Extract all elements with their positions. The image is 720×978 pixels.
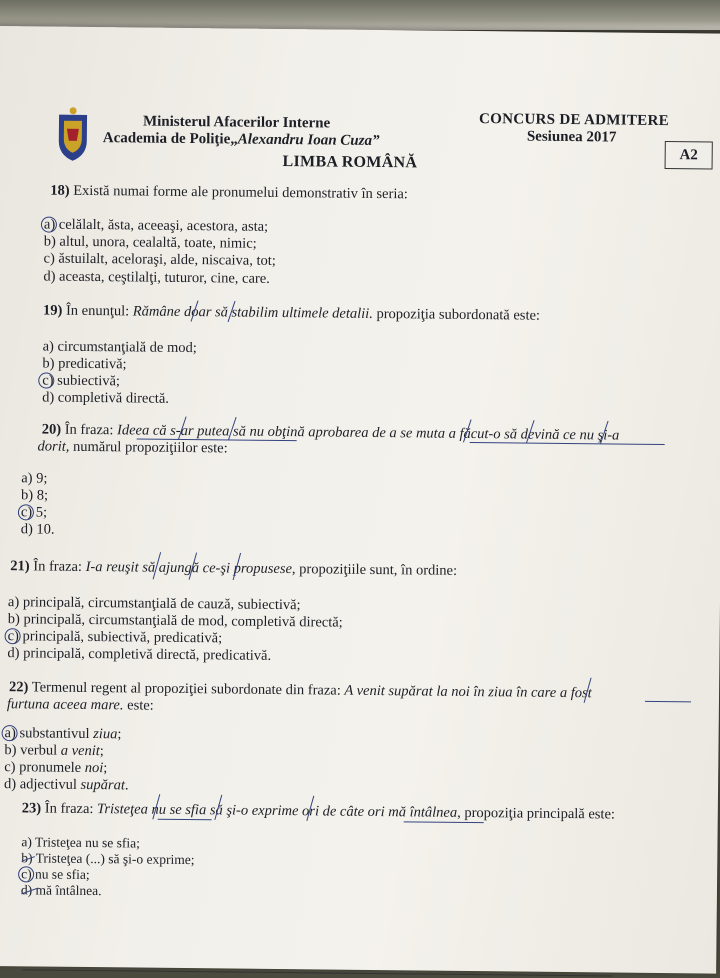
- question-text: În enunţul:: [65, 302, 133, 320]
- question-20-cont: [38, 438, 228, 457]
- option-22-a[interactable]: [5, 725, 122, 743]
- session-label: Sesiunea 2017: [526, 128, 617, 146]
- variant-box: A2: [665, 141, 713, 170]
- option-21-c[interactable]: c) principală, subiectivă, predicativă;: [7, 628, 223, 647]
- option-punct: .: [124, 777, 129, 794]
- background-edge: [0, 0, 720, 30]
- question-quote-end: furtuna aceea mare.: [6, 696, 124, 714]
- answer-circle-mark: [41, 216, 57, 232]
- option-text: c) pronumele: [4, 759, 85, 776]
- option-23-b[interactable]: b) Tristeţea (...) să şi-o exprime;: [21, 850, 195, 868]
- option-text: a) substantivul: [4, 725, 94, 743]
- question-text-end: , propoziţia principală este:: [457, 804, 616, 823]
- answer-circle-mark: [5, 628, 21, 644]
- option-18-d[interactable]: d) aceasta, ceştilalţi, tuturor, cine, care.: [43, 268, 270, 287]
- option-20-d[interactable]: d) 10.: [20, 521, 55, 538]
- question-quote: I-a reuşit să ajungă ce-şi propusese,: [85, 558, 296, 578]
- question-text: În fraza:: [33, 558, 86, 575]
- answer-circle-mark: [38, 372, 54, 388]
- question-number: 21): [10, 558, 30, 575]
- option-19-a[interactable]: a) circumstanţială de mod;: [42, 338, 197, 357]
- option-term: ziua: [93, 726, 118, 743]
- question-23: [22, 800, 615, 823]
- coat-of-arms-icon: [53, 107, 94, 163]
- question-19: [43, 303, 540, 325]
- question-quote: Tristeţea nu se sfia să şi-o exprime ori de câte ori: [97, 801, 389, 821]
- question-number: 19): [42, 302, 63, 319]
- option-term: noi: [84, 759, 104, 777]
- option-text: b) verbul: [4, 742, 61, 759]
- answer-circle-mark: [2, 725, 18, 741]
- footer-rule: [22, 969, 612, 976]
- option-21-a[interactable]: a) principală, circumstanţială de cauză, subiectivă;: [7, 594, 301, 614]
- option-23-a[interactable]: a) Tristeţea nu se sfia;: [21, 834, 141, 851]
- question-number: 23): [21, 800, 42, 817]
- option-18-a[interactable]: a) celălalt, ăsta, aceeaşi, acestora, asta;: [43, 216, 269, 235]
- question-text: În fraza:: [44, 800, 98, 818]
- academy-italic-name: Alexandru Ioan Cuza”: [237, 131, 380, 150]
- academy-name: [103, 130, 380, 150]
- option-23-c[interactable]: c) nu se sfia;: [21, 866, 90, 883]
- option-term: supărat: [80, 776, 125, 794]
- option-22-d[interactable]: [4, 776, 129, 794]
- question-text-end: propoziţia subordonată este:: [372, 305, 541, 324]
- option-21-b[interactable]: b) principală, circumstanţială de mod, completivă directă;: [7, 611, 343, 631]
- option-22-b[interactable]: [4, 742, 104, 760]
- question-number: 20): [41, 421, 62, 438]
- pen-underline-mark: [404, 821, 484, 823]
- answer-circle-mark: [18, 866, 34, 882]
- contest-title: CONCURS DE ADMITERE: [478, 111, 670, 130]
- option-20-c[interactable]: c) 5;: [20, 504, 48, 521]
- answer-circle-mark: [18, 504, 34, 520]
- option-21-d[interactable]: d) principală, completivă directă, predicativă.: [7, 645, 272, 664]
- question-number: 22): [8, 679, 29, 696]
- question-18: [50, 183, 408, 204]
- subject-title: LIMBA ROMÂNĂ: [282, 153, 418, 172]
- option-term: a venit: [60, 742, 100, 760]
- option-23-d[interactable]: d) mă întâlnea.: [20, 882, 102, 899]
- option-20-b[interactable]: b) 8;: [21, 487, 49, 504]
- option-18-b[interactable]: b) altul, unora, cealaltă, toate, nimic;: [43, 233, 257, 252]
- option-19-d[interactable]: d) completivă directă.: [42, 389, 170, 407]
- question-quote: A venit supărat la noi în ziua în care a fost: [344, 682, 592, 702]
- option-19-c[interactable]: c) subiectivă;: [42, 372, 121, 390]
- pen-underline-mark: [645, 701, 691, 702]
- ministry-name: Ministerul Afacerilor Interne: [142, 113, 331, 132]
- option-punct: ;: [117, 726, 122, 743]
- question-text: Termenul regent al propoziţiei subordonate din fraza:: [31, 679, 345, 699]
- question-text: În fraza:: [64, 421, 118, 439]
- question-text-end: este:: [123, 697, 154, 714]
- question-text: Există numai forme ale pronumelui demonstrativ în seria:: [73, 182, 408, 203]
- pen-underline-mark: [158, 819, 212, 821]
- option-22-c[interactable]: [4, 759, 107, 777]
- question-22-cont: [7, 696, 154, 715]
- question-text-end: propoziţiile sunt, în ordine:: [295, 561, 458, 579]
- question-quote-end: dorit,: [37, 438, 70, 455]
- option-text: d) adjectivul: [3, 776, 81, 793]
- option-punct: ;: [103, 760, 108, 777]
- question-quote: Ideea că s-ar putea să nu obţină aprobarea de a se muta a făcut-o să devină ce nu şi-a: [116, 422, 620, 444]
- academy-prefix: Academia de Poliţie„: [102, 130, 238, 148]
- question-number: 18): [50, 182, 70, 199]
- option-punct: ;: [99, 743, 104, 760]
- question-quote-end: mă întâlnea: [388, 804, 458, 821]
- option-18-c[interactable]: c) ăstuilalt, aceloraşi, alde, niscaiva, tot;: [43, 250, 276, 269]
- question-quote: Rămâne doar să stabilim ultimele detalii.: [132, 303, 373, 322]
- option-20-a[interactable]: a) 9;: [21, 470, 48, 487]
- question-text-end: numărul propoziţiilor este:: [69, 438, 228, 457]
- option-19-b[interactable]: b) predicativă;: [42, 355, 127, 373]
- exam-sheet: [0, 26, 720, 974]
- pen-underline-mark: [470, 442, 665, 445]
